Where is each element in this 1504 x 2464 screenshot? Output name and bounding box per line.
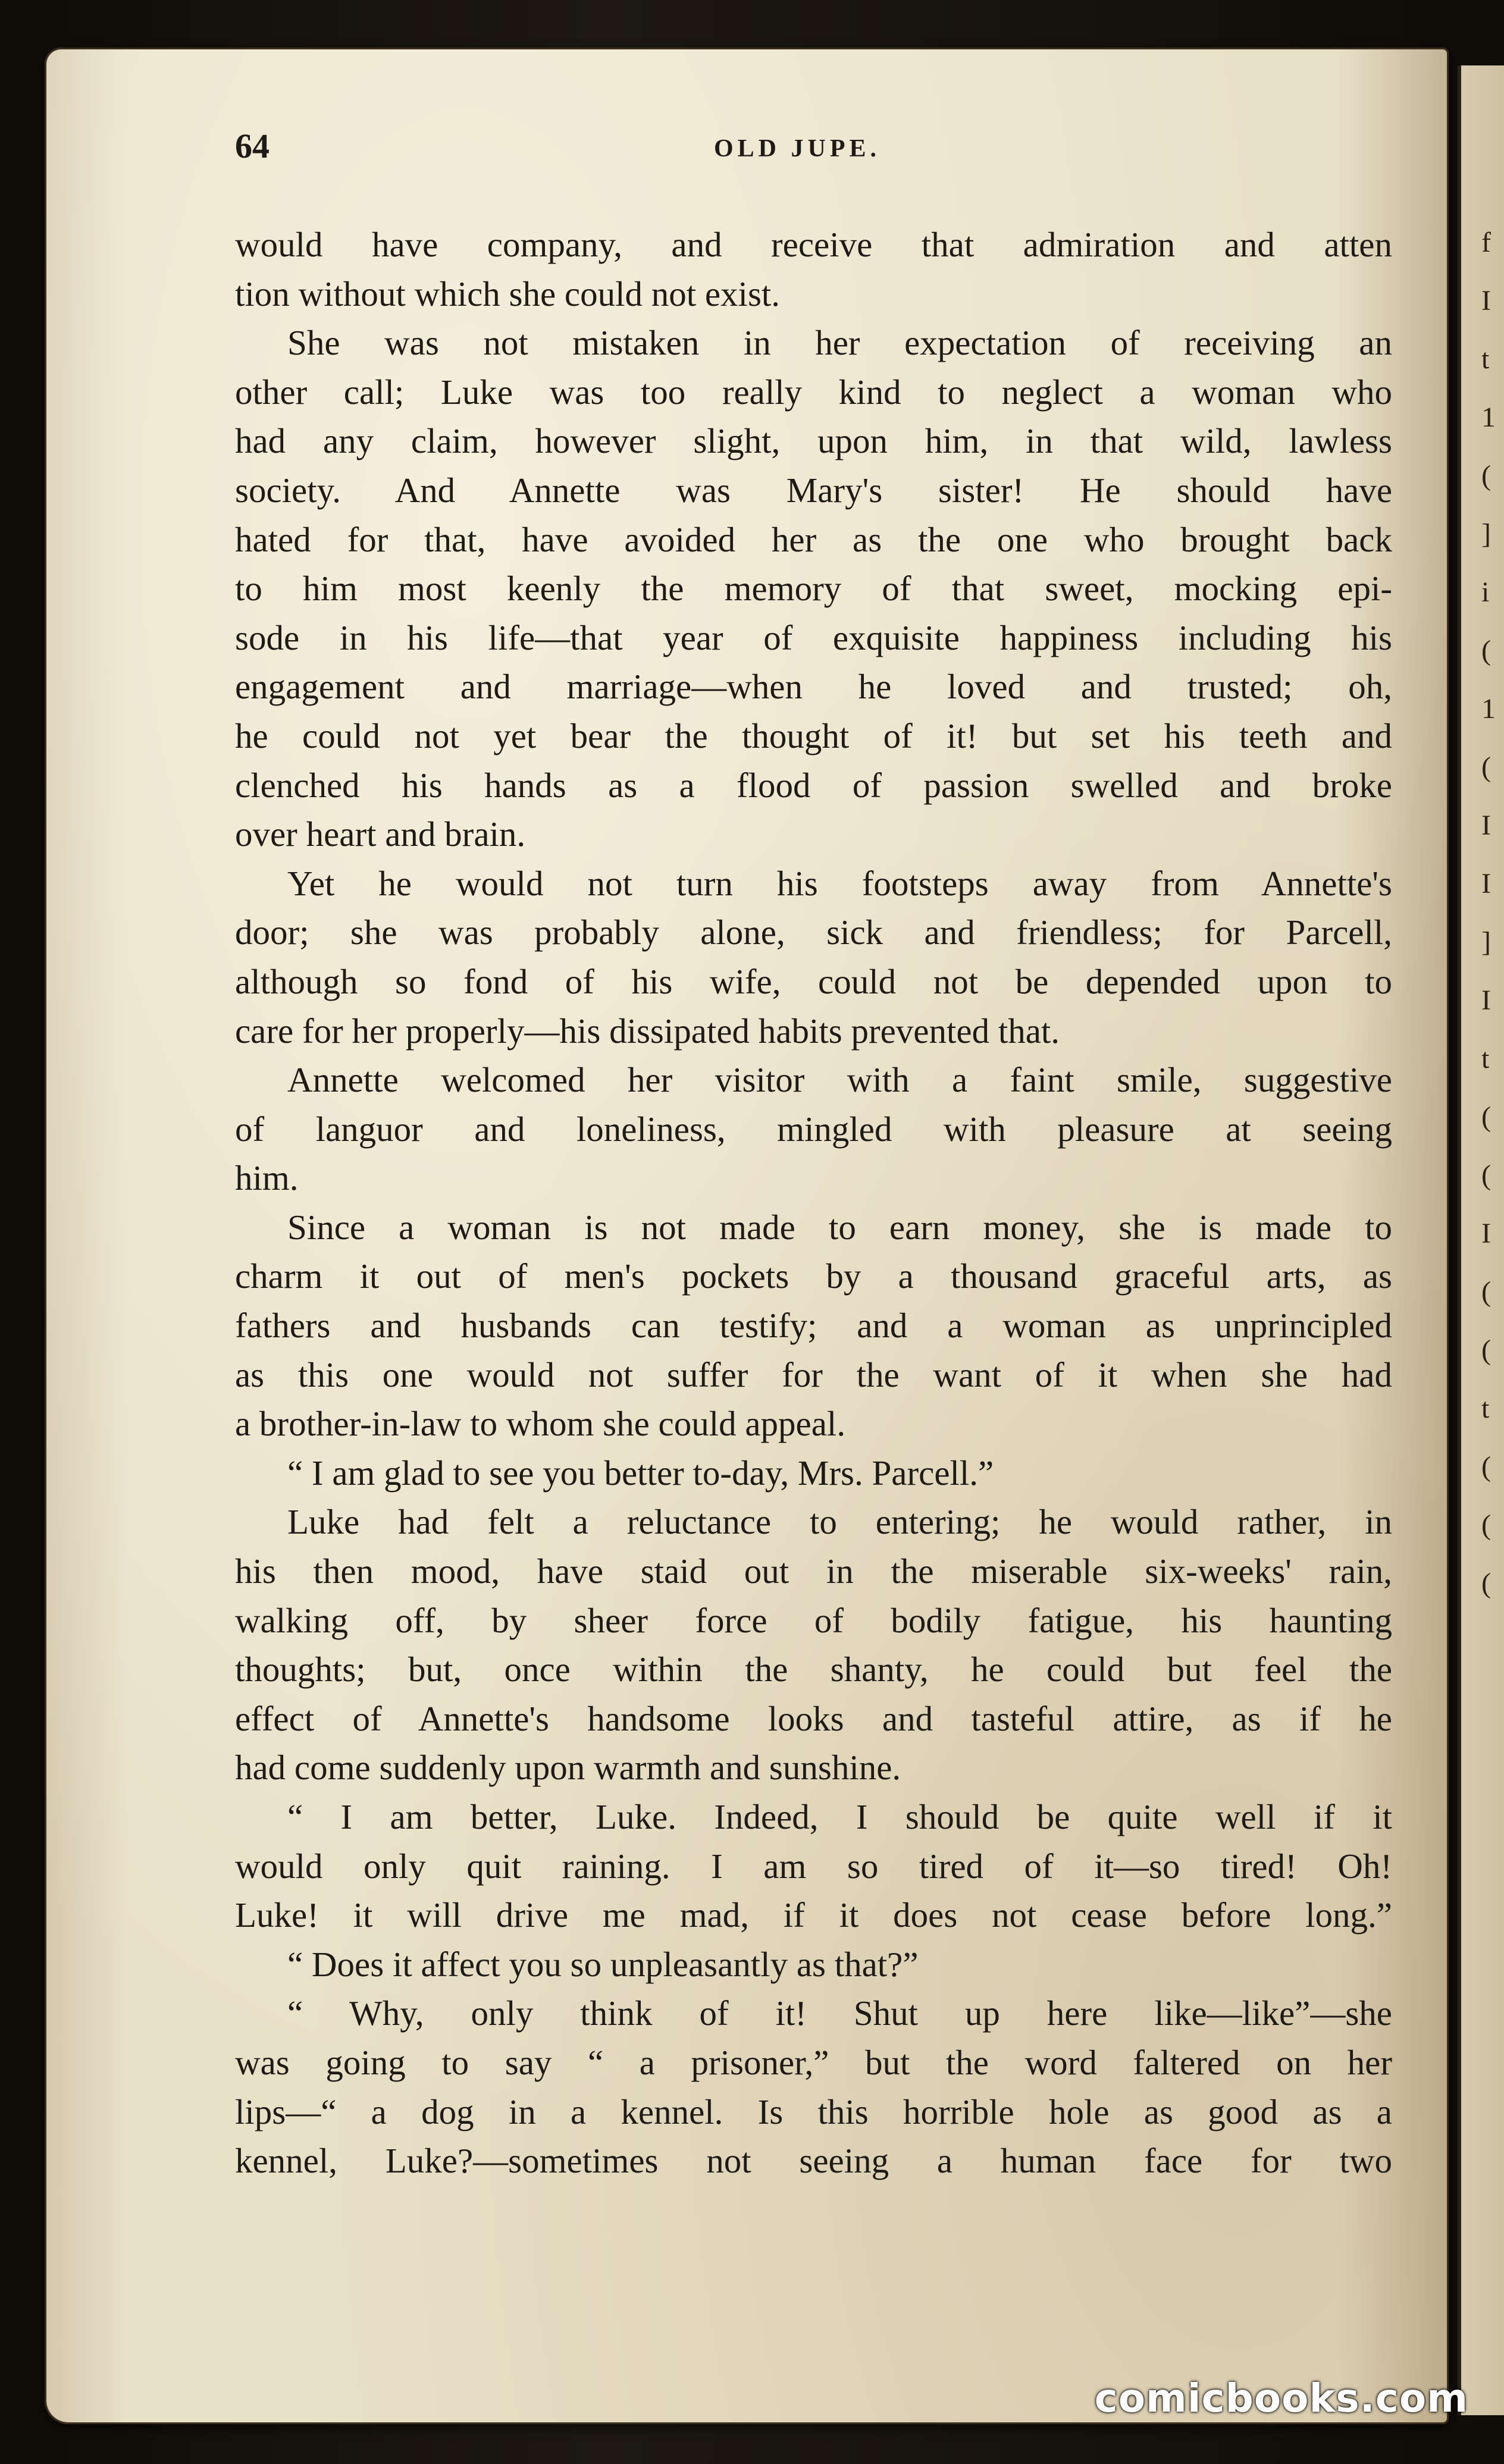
text-line: sode in his life—that year of exquisite happiness including his (235, 617, 1392, 657)
adjacent-page-letter: t (1481, 1043, 1490, 1074)
text-line: would have company, and receive that admiration and atten (235, 225, 1392, 264)
text-line: fathers and husbands can testify; and a woman as unprincipled (235, 1306, 1392, 1346)
text-line: effect of Annette's handsome looks and tasteful attire, as if he (235, 1698, 1392, 1738)
text-line: door; she was probably alone, sick and friendless; for Parcell, (235, 913, 1392, 952)
text-line: Yet he would not turn his footsteps away from Annette's (287, 863, 1392, 903)
text-line: Annette welcomed her visitor with a faint smile, suggestive (287, 1060, 1392, 1100)
text-line: although so fond of his wife, could not be depended upon to (235, 961, 1392, 1001)
adjacent-page-letters (1481, 226, 1499, 1625)
text-line: to him most keenly the memory of that sweet, mocking epi- (235, 569, 1392, 609)
watermark: comicbooks.com (1094, 2375, 1468, 2421)
text-line: had come suddenly upon warmth and sunshine. (235, 1748, 901, 1788)
adjacent-page-letter: t (1481, 343, 1490, 375)
text-line: clenched his hands as a flood of passion swelled and broke (235, 765, 1392, 805)
text-line: over heart and brain. (235, 814, 526, 854)
text-line: him. (235, 1158, 299, 1198)
adjacent-page-letter: ( (1481, 1276, 1491, 1308)
text-line: his then mood, have staid out in the miserable six-weeks' rain, (235, 1551, 1392, 1591)
adjacent-page-letter: ] (1481, 518, 1491, 550)
running-head: OLD JUPE. (714, 135, 881, 162)
adjacent-page-letter: I (1481, 810, 1491, 841)
text-line: thoughts; but, once within the shanty, he could but feel the (235, 1650, 1392, 1689)
text-line: other call; Luke was too really kind to neglect a woman who (235, 372, 1392, 412)
body-text (235, 220, 1392, 2186)
text-line: “ Does it affect you so unpleasantly as that?” (287, 1944, 919, 1984)
adjacent-page-letter: t (1481, 1393, 1490, 1424)
adjacent-page-letter: ( (1481, 1568, 1491, 1599)
text-line: of languor and loneliness, mingled with pleasure at seeing (235, 1109, 1392, 1149)
text-line: hated for that, have avoided her as the one who brought back (235, 519, 1392, 559)
adjacent-page-letter: ( (1481, 1451, 1491, 1482)
text-line: “ I am better, Luke. Indeed, I should be quite well if it (287, 1797, 1392, 1836)
text-line: a brother-in-law to whom she could appeal. (235, 1404, 846, 1444)
text-line: tion without which she could not exist. (235, 274, 781, 314)
text-line: “ Why, only think of it! Shut up here like—like”—she (287, 1993, 1392, 2033)
text-line: had any claim, however slight, upon him, in that wild, lawless (235, 421, 1392, 461)
text-line: walking off, by sheer force of bodily fatigue, his haunting (235, 1600, 1392, 1640)
text-line: Since a woman is not made to earn money, she is made to (287, 1207, 1392, 1247)
adjacent-page-letter: ( (1481, 460, 1491, 491)
adjacent-page-letter: f (1481, 227, 1491, 258)
text-line: was going to say “ a prisoner,” but the word faltered on her (235, 2042, 1392, 2082)
text-line: Luke! it will drive me mad, if it does not cease before long.” (235, 1895, 1392, 1935)
adjacent-page-letter: ] (1481, 926, 1491, 958)
page-number: 64 (235, 127, 270, 165)
text-line: care for her properly—his dissipated habits prevented that. (235, 1011, 1060, 1051)
text-line: engagement and marriage—when he loved and trusted; oh, (235, 667, 1392, 707)
adjacent-page-letter: i (1481, 576, 1490, 608)
adjacent-page-letter: I (1481, 868, 1491, 899)
text-line: would only quit raining. I am so tired of it—so tired! Oh! (235, 1846, 1392, 1886)
text-line: kennel, Luke?—sometimes not seeing a human face for two (235, 2141, 1392, 2181)
adjacent-page-letter: I (1481, 285, 1491, 316)
text-line: society. And Annette was Mary's sister! He should have (235, 470, 1392, 510)
text-line: charm it out of men's pockets by a thousand graceful arts, as (235, 1256, 1392, 1296)
text-line: She was not mistaken in her expectation of receiving an (287, 323, 1392, 363)
adjacent-page-letter: ( (1481, 751, 1491, 783)
adjacent-page-letter: ( (1481, 1159, 1491, 1191)
adjacent-page-letter: ( (1481, 1101, 1491, 1133)
adjacent-page-letter: ( (1481, 1509, 1491, 1541)
text-line: he could not yet bear the thought of it! but set his teeth and (235, 716, 1392, 755)
adjacent-page-letter: ( (1481, 635, 1491, 666)
adjacent-page-letter: ( (1481, 1334, 1491, 1366)
text-line: lips—“ a dog in a kennel. Is this horrible hole as good as a (235, 2092, 1392, 2131)
adjacent-page-letter: I (1481, 1218, 1491, 1249)
text-line: Luke had felt a reluctance to entering; he would rather, in (287, 1502, 1392, 1542)
page-header (235, 126, 1395, 174)
text-line: as this one would not suffer for the want of it when she had (235, 1355, 1392, 1394)
adjacent-page-letter: 1 (1481, 402, 1496, 433)
text-line: “ I am glad to see you better to-day, Mrs. Parcell.” (287, 1453, 994, 1493)
adjacent-page-letter: I (1481, 985, 1491, 1016)
adjacent-page-letter: 1 (1481, 693, 1496, 725)
